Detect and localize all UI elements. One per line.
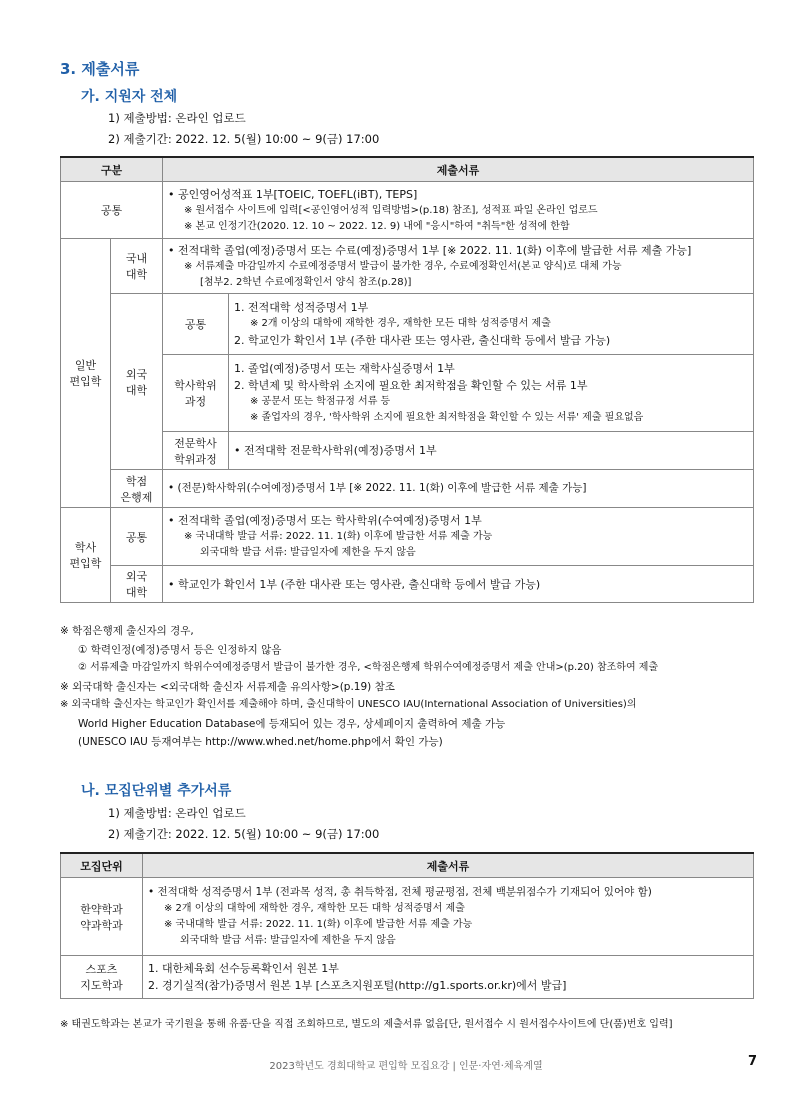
note-line: (UNESCO IAU 등재여부는 http://www.whed.net/home.php에서 확인 가능) — [78, 736, 443, 748]
notes-block — [60, 622, 658, 752]
row-label-credit-bank — [111, 470, 163, 508]
submit-period: 2) 제출기간: 2022. 12. 5(월) 10:00 ~ 9(금) 17:00 — [108, 132, 380, 146]
list-note: ※ 원서접수 사이트에 입력[<공인영어성적 입력방법>(p.18) 참조], 성적표 파일 온라인 업로드 — [184, 204, 598, 216]
submit-method: 1) 제출방법: 온라인 업로드 — [108, 111, 246, 125]
note-line: ※ 외국대학 출신자는 <외국대학 출신자 서류제출 유의사항>(p.19) 참조 — [60, 680, 395, 693]
label-line: 은행제 — [120, 490, 153, 504]
list-note: ※ 서류제출 마감일까지 수료예정증명서 발급이 불가한 경우, 수료예정확인서(본교 양식)로 대체 가능 — [184, 260, 622, 272]
header-documents: 제출서류 — [163, 157, 754, 182]
label-line: 전문학사 — [174, 436, 217, 450]
label-line: 지도학과 — [80, 979, 123, 992]
list-note: ※ 국내대학 발급 서류: 2022. 11. 1(화) 이후에 발급한 서류 제출 가능 — [184, 531, 493, 542]
row-label-common: 공통 — [61, 182, 163, 239]
list-item: 2. 학교인가 확인서 1부 (주한 대사관 또는 영사관, 출신대학 등에서 발급 가능) — [234, 334, 611, 347]
list-note: ※ 2개 이상의 대학에 재학한 경우, 재학한 모든 대학 성적증명서 제출 — [164, 903, 465, 914]
row-label-foreign-common: 공통 — [163, 294, 229, 355]
label-line: 학사 — [74, 541, 97, 554]
note-line: ※ 학점은행제 출신자의 경우, — [60, 625, 194, 637]
table-row — [61, 470, 754, 508]
page-footer: 2023학년도 경희대학교 편입학 모집요강 | 인문·자연·체육계열 — [269, 1061, 543, 1072]
note-line: ① 학력인정(예정)증명서 등은 인정하지 않음 — [78, 643, 282, 656]
table-row — [61, 508, 754, 566]
label-line: 학위과정 — [174, 452, 217, 466]
list-item: • 전적대학 졸업(예정)증명서 또는 학사학위(수여예정)증명서 1부 — [168, 514, 482, 527]
row-content — [163, 239, 754, 294]
taekwondo-note: ※ 태권도학과는 본교가 국기원을 통해 유품·단을 직접 조회하므로, 별도의 제출서류 없음[단, 원서접수 시 원서접수사이트에 단(품)번호 입력] — [60, 1019, 673, 1030]
table-row — [61, 956, 754, 999]
row-label-domestic — [111, 239, 163, 294]
table-row — [61, 355, 754, 432]
row-label-foreign — [111, 294, 163, 470]
label-line: 스포츠 — [85, 963, 118, 976]
list-item: • 공인영어성적표 1부[TOEIC, TOEFL(iBT), TEPS] — [168, 187, 418, 201]
row-content — [163, 182, 754, 239]
list-item: • 전적대학 전문학사학위(예정)증명서 1부 — [234, 444, 437, 457]
table-row — [61, 432, 754, 470]
row-label-bachelor-course — [163, 355, 229, 432]
row-label-general-transfer — [61, 239, 111, 508]
list-item: • 전적대학 성적증명서 1부 (전과목 성적, 총 취득학점, 전체 평균평점, 전체 백분위점수가 기재되어 있어야 함) — [148, 886, 652, 898]
note-line: ② 서류제출 마감일까지 학위수여예정증명서 발급이 불가한 경우, <학점은행제 학위수여예정증명서 제출 안내>(p.20) 참조하여 제출 — [78, 662, 659, 673]
submit-period-b: 2) 제출기간: 2022. 12. 5(월) 10:00 ~ 9(금) 17:00 — [108, 827, 380, 841]
row-content — [163, 508, 754, 566]
note-line: ※ 외국대학 출신자는 학교인가 확인서를 제출해야 하며, 출신대학이 UNESCO IAU(International Association of Universities)의 — [60, 699, 637, 710]
list-note: ※ 2개 이상의 대학에 재학한 경우, 재학한 모든 대학 성적증명서 제출 — [250, 318, 551, 329]
subsection-title-a: 가. 지원자 전체 — [81, 89, 178, 105]
table-row — [61, 182, 754, 239]
table-row — [61, 878, 754, 956]
header-unit: 모집단위 — [61, 853, 143, 878]
label-line: 약과학과 — [80, 918, 123, 932]
label-line: 외국 — [125, 570, 148, 583]
label-line: 국내 — [125, 252, 148, 265]
row-label-pharm — [61, 878, 143, 956]
page-number: 7 — [748, 1054, 758, 1069]
row-content — [229, 355, 754, 432]
list-item: 1. 졸업(예정)증명서 또는 재학사실증명서 1부 — [234, 362, 455, 375]
list-note: 외국대학 발급 서류: 발급일자에 제한을 두지 않음 — [180, 935, 396, 946]
list-note: ※ 졸업자의 경우, '학사학위 소지에 필요한 최저학점을 확인할 수 있는 서류' 제출 필요없음 — [250, 412, 644, 423]
label-line: 대학 — [125, 586, 148, 599]
list-item: 2. 경기실적(참가)증명서 원본 1부 [스포츠지원포털(http://g1.sports.or.kr)에서 발급] — [148, 979, 567, 992]
list-note: ※ 국내대학 발급 서류: 2022. 11. 1(화) 이후에 발급한 서류 제출 가능 — [164, 919, 473, 930]
header-category: 구분 — [61, 157, 163, 182]
row-label-bt-foreign — [111, 566, 163, 603]
header-documents: 제출서류 — [143, 853, 754, 878]
list-item: 2. 학년제 및 학사학위 소지에 필요한 최저학점을 확인할 수 있는 서류 1부 — [234, 379, 588, 392]
submit-method-b: 1) 제출방법: 온라인 업로드 — [108, 806, 246, 820]
label-line: 대학 — [125, 268, 148, 281]
documents-table-a — [60, 156, 754, 603]
label-line: 편입학 — [69, 557, 102, 570]
table-row — [61, 566, 754, 603]
row-label-bt-common: 공통 — [111, 508, 163, 566]
documents-table-b — [60, 852, 754, 999]
note-line: World Higher Education Database에 등재되어 있는 경우, 상세페이지 출력하여 제출 가능 — [78, 717, 506, 730]
label-line: 학사학위 — [174, 379, 217, 392]
label-line: 일반 — [74, 359, 97, 372]
list-note: ※ 본교 인정기간(2020. 12. 10 ~ 2022. 12. 9) 내에 "응시"하여 "취득"한 성적에 한함 — [184, 220, 570, 232]
subsection-title-b: 나. 모집단위별 추가서류 — [81, 783, 232, 799]
list-item: 1. 대한체육회 선수등록확인서 원본 1부 — [148, 962, 339, 975]
row-content — [163, 566, 754, 603]
row-content — [143, 956, 754, 999]
row-label-sports — [61, 956, 143, 999]
row-content — [229, 432, 754, 470]
list-note: 외국대학 발급 서류: 발급일자에 제한을 두지 않음 — [200, 547, 416, 558]
label-line: 한약학과 — [80, 902, 123, 916]
row-content — [229, 294, 754, 355]
row-label-associate-course — [163, 432, 229, 470]
table-row — [61, 239, 754, 294]
list-item: • 학교인가 확인서 1부 (주한 대사관 또는 영사관, 출신대학 등에서 발급 가능) — [168, 577, 541, 591]
label-line: 과정 — [184, 395, 207, 408]
list-item: 1. 전적대학 성적증명서 1부 — [234, 301, 369, 314]
label-line: 편입학 — [69, 375, 102, 388]
label-line: 외국 — [125, 367, 148, 381]
list-note: [첨부2. 2학년 수료예정확인서 양식 참조(p.28)] — [200, 276, 412, 288]
list-note: ※ 공문서 또는 학점규정 서류 등 — [250, 396, 391, 407]
section-title: 3. 제출서류 — [60, 60, 140, 78]
list-item: • 전적대학 졸업(예정)증명서 또는 수료(예정)증명서 1부 [※ 2022. 11. 1(화) 이후에 발급한 서류 제출 가능] — [168, 243, 692, 257]
label-line: 학점 — [125, 474, 148, 488]
table-row — [61, 294, 754, 355]
list-item: • (전문)학사학위(수여예정)증명서 1부 [※ 2022. 11. 1(화) 이후에 발급한 서류 제출 가능] — [168, 482, 587, 494]
row-content — [143, 878, 754, 956]
label-line: 대학 — [125, 383, 148, 397]
row-label-bachelor-transfer — [61, 508, 111, 603]
row-content — [163, 470, 754, 508]
